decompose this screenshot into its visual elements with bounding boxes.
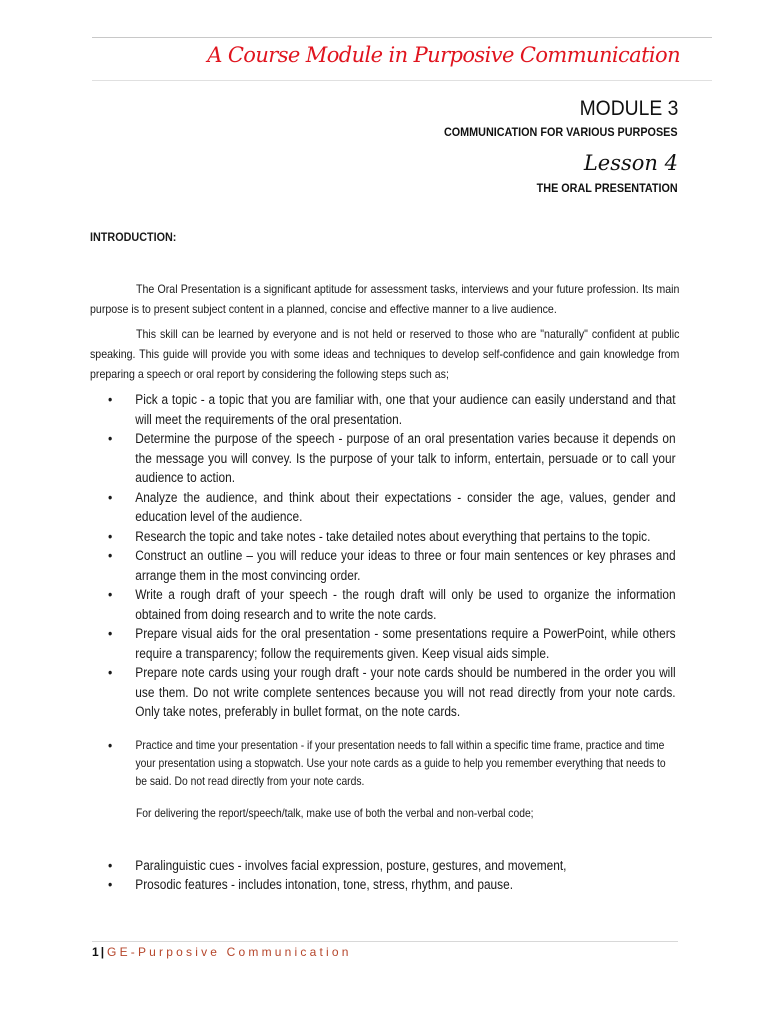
list-item: • Construct an outline – you will reduce your ideas to three or four main sentences or key phrases and arrange them in the most convincing order.	[108, 546, 676, 585]
codes-list	[108, 856, 680, 894]
intro-paragraph-1-text: The Oral Presentation is a significant aptitude for assessment tasks, interviews and your future profession. Its main purpose is to present subject content in a planned, concise and effective manner to a live audience.	[90, 282, 680, 316]
footer-course-name: GE-Purposive Communication	[107, 945, 352, 959]
lesson-subtitle: THE ORAL PRESENTATION	[536, 181, 678, 195]
bullet-icon: •	[108, 737, 113, 753]
list-item: • Prosodic features - includes intonation, tone, stress, rhythm, and pause.	[108, 875, 680, 894]
list-item: • Determine the purpose of the speech - purpose of an oral presentation varies because it depends on the message you will convey. Is the purpose of your talk to inform, entertain, persuade or to call your audience to action.	[108, 429, 676, 488]
header-bottom-rule	[92, 80, 712, 81]
list-item: • Pick a topic - a topic that you are familiar with, one that your audience can easily understand and that will meet the requirements of the oral presentation.	[108, 390, 676, 429]
list-item: • Prepare note cards using your rough draft - your note cards should be numbered in the order you will use them. Do not write complete sentences because you will not read directly from your note cards. Only take notes, preferably in bullet format, on the note cards.	[108, 663, 676, 722]
page-number: 1	[92, 945, 99, 959]
lesson-label: Lesson 4	[583, 151, 678, 175]
introduction-heading: INTRODUCTION:	[90, 230, 177, 244]
steps-list	[108, 390, 676, 722]
footer-rule	[92, 941, 678, 942]
practice-text: Practice and time your presentation - if your presentation needs to fall within a specific time frame, practice and time your presentation using a stopwatch. Use your note cards as a guide to help you remember everything that needs to be said. Do not read directly from your note cards.	[135, 738, 666, 788]
list-item: • Research the topic and take notes - take detailed notes about everything that pertains to the topic.	[108, 527, 676, 547]
intro-paragraph-2	[90, 324, 679, 384]
list-item: • Analyze the audience, and think about their expectations - consider the age, values, gender and education level of the audience.	[108, 488, 676, 527]
practice-item	[108, 736, 667, 790]
intro-paragraph-2-text: This skill can be learned by everyone and is not held or reserved to those who are "naturally" confident at public speaking. This guide will provide you with some ideas and techniques to develop self-confidence and gain knowledge from preparing a speech or oral report by considering the following steps such as;	[90, 327, 680, 381]
list-item: • Write a rough draft of your speech - the rough draft will only be used to organize the information obtained from doing research and to write the note cards.	[108, 585, 676, 624]
page-footer	[92, 945, 352, 959]
header-top-rule	[92, 37, 712, 38]
module-label: MODULE 3	[579, 97, 678, 120]
module-subtitle: COMMUNICATION FOR VARIOUS PURPOSES	[444, 125, 678, 139]
footer-separator: |	[100, 945, 105, 959]
running-header-title: A Course Module in Purposive Communication	[207, 43, 680, 67]
list-item: • Paralinguistic cues - involves facial expression, posture, gestures, and movement,	[108, 856, 680, 875]
delivering-note: For delivering the report/speech/talk, make use of both the verbal and non-verbal code;	[136, 806, 534, 820]
intro-paragraph-1	[90, 279, 679, 319]
list-item: • Prepare visual aids for the oral presentation - some presentations require a PowerPoint, while others require a transparency; follow the requirements given. Keep visual aids simple.	[108, 624, 676, 663]
